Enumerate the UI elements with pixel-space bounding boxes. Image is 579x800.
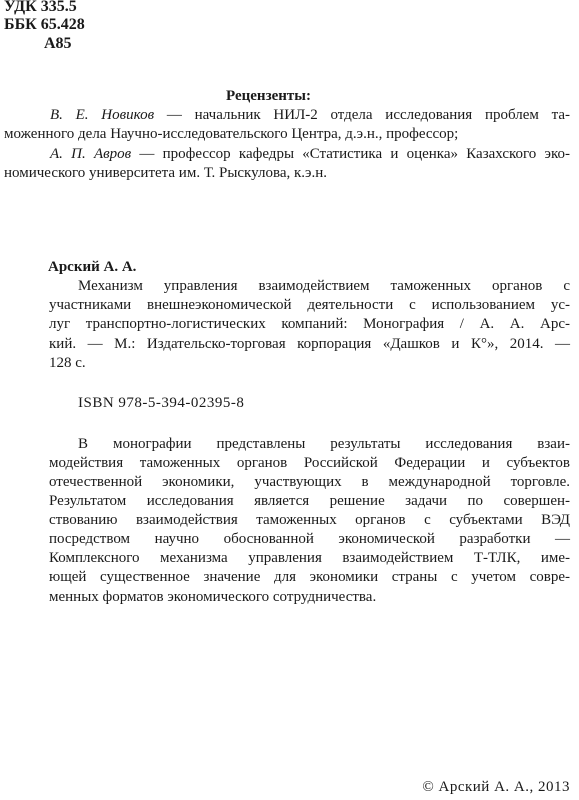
reviewer-1-name: В. Е. Новиков (50, 107, 155, 123)
reviewer-2-name: А. П. Авров (50, 146, 132, 162)
reviewer-2-line-1 (50, 145, 570, 163)
copyright: © Арский А. А., 2013 (422, 779, 570, 795)
reviewer-2-line-2: номического университета им. Т. Рыскулова, к.э.н. (4, 165, 328, 181)
author-mark: А85 (44, 35, 72, 52)
bib-line: 128 с. (49, 355, 86, 371)
abstract-line: отечественной экономики, участвующих в международной торговле. (49, 474, 570, 490)
bbk-code: ББК 65.428 (4, 16, 85, 33)
abstract-line: модействия таможенных органов Российской Федерации и субъектов (49, 455, 570, 471)
abstract-line: Комплексного механизма управления взаимодействием Т-ТЛК, име- (49, 550, 570, 566)
reviewers-heading: Рецензенты: (226, 88, 311, 104)
book-author: Арский А. А. (48, 259, 137, 275)
reviewer-2-text: — профессор кафедры «Статистика и оценка» Казахского эко- (131, 146, 570, 162)
abstract-line: посредством научно обоснованной экономической разработки — (49, 531, 570, 547)
abstract-line: Результатом исследования является решение задачи по совершен- (49, 493, 570, 509)
udk-code: УДК 335.5 (4, 0, 77, 15)
bib-line: кий. — М.: Издательско-торговая корпорация «Дашков и К°», 2014. — (49, 336, 570, 352)
abstract-line: ствованию взаимодействия таможенных органов с субъектами ВЭД (49, 512, 570, 528)
reviewer-1-line-1 (50, 106, 570, 124)
reviewer-1-text: — начальник НИЛ-2 отдела исследования проблем та- (154, 107, 570, 123)
bib-line: участниками внешнеэкономической деятельности с использованием ус- (49, 297, 570, 313)
reviewer-1-line-2: моженного дела Научно-исследовательского Центра, д.э.н., профессор; (4, 126, 459, 142)
abstract-line: В монографии представлены результаты исследования взаи- (78, 436, 570, 452)
abstract-line: менных форматов экономического сотрудничества. (49, 589, 377, 605)
bib-line: Механизм управления взаимодействием таможенных органов с (78, 278, 570, 294)
isbn: ISBN 978-5-394-02395-8 (78, 395, 245, 411)
abstract-line: ющей существенное значение для экономики страны с учетом совре- (49, 569, 570, 585)
bib-line: луг транспортно-логистических компаний: Монография / А. А. Арс- (49, 316, 570, 332)
